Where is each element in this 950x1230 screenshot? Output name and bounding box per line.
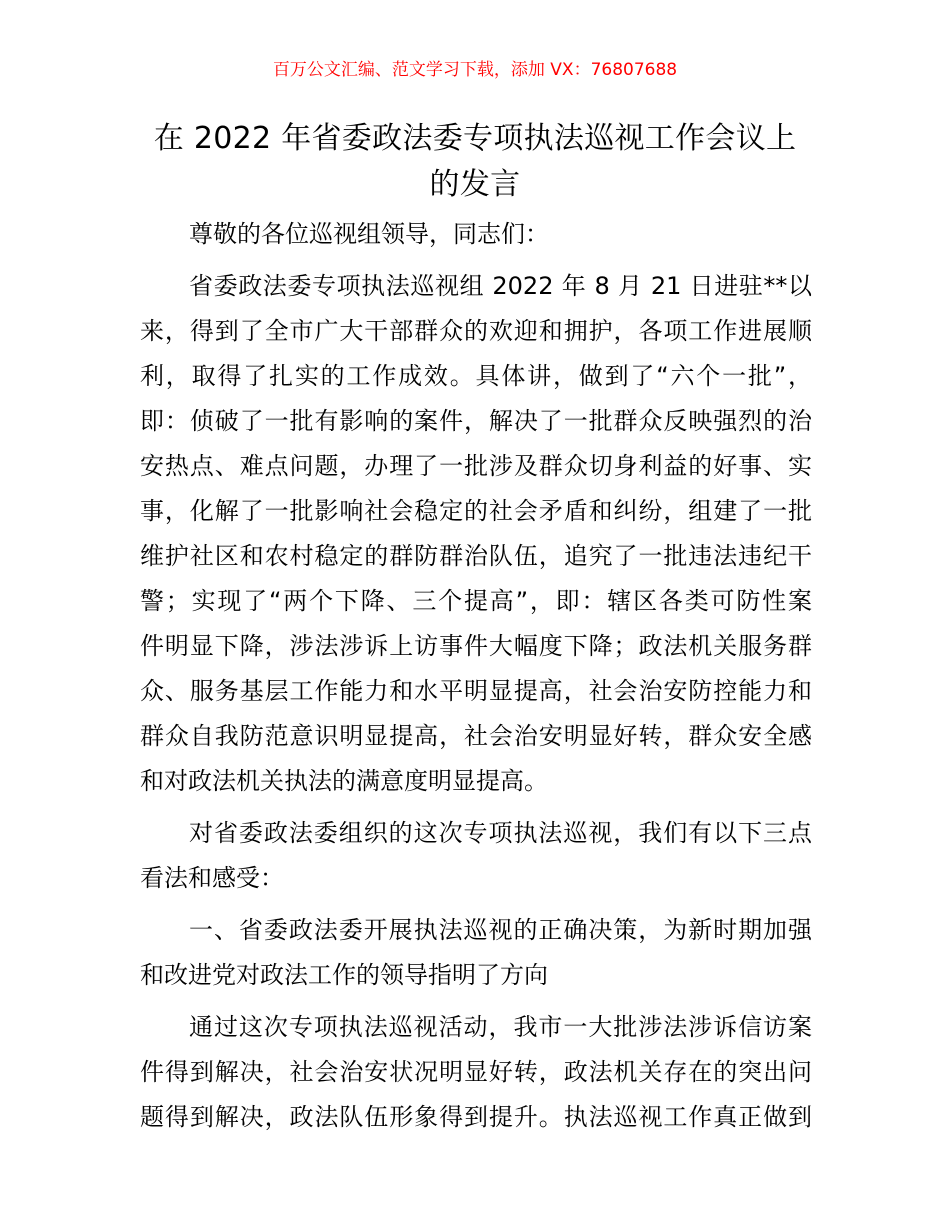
text-line: 事，化解了一批影响社会稳定的社会矛盾和纠纷，组建了一批: [140, 497, 812, 525]
title-line-1: 在 2022 年省委政法委专项执法巡视工作会议上: [153, 121, 797, 156]
text-line: 和对政法机关执法的满意度明显提高。: [140, 767, 548, 795]
text-line: 省委政法委专项执法巡视组 2022 年 8 月 21 日进驻**以: [189, 272, 812, 300]
text-line: 件明显下降，涉法涉诉上访事件大幅度下降；政法机关服务群: [140, 632, 812, 660]
text-line: 安热点、难点问题，办理了一批涉及群众切身利益的好事、实: [140, 452, 812, 480]
paragraph-views-intro: [140, 811, 812, 901]
text-line: 即：侦破了一批有影响的案件，解决了一批群众反映强烈的治: [140, 407, 812, 435]
text-line: 看法和感受：: [140, 864, 284, 892]
document-body: [140, 212, 812, 1147]
text-line: 利，取得了扎实的工作成效。具体讲，做到了“六个一批”，: [140, 362, 812, 390]
text-line: 和改进党对政法工作的领导指明了方向: [140, 961, 548, 989]
text-line: 通过这次专项执法巡视活动，我市一大批涉法涉诉信访案: [189, 1013, 812, 1041]
text-line: 众、服务基层工作能力和水平明显提高，社会治安防控能力和: [140, 677, 812, 705]
text-line: 维护社区和农村稳定的群防群治队伍，追究了一批违法违纪干: [140, 542, 812, 570]
section-heading-one: [140, 908, 812, 998]
paragraph-achievements: [140, 264, 812, 804]
watermark-banner: 百万公文汇编、范文学习下载，添加 VX：76807688: [272, 60, 678, 80]
paragraph-results: [140, 1005, 812, 1140]
paragraph-salutation: [140, 212, 812, 257]
text-line: 来，得到了全市广大干部群众的欢迎和拥护，各项工作进展顺: [140, 317, 812, 345]
text-line: 件得到解决，社会治安状况明显好转，政法机关存在的突出问: [140, 1058, 812, 1086]
text-line: 一、省委政法委开展执法巡视的正确决策，为新时期加强: [189, 916, 812, 944]
title-line-2: 的发言: [429, 167, 521, 202]
text-line: 群众自我防范意识明显提高，社会治安明显好转，群众安全感: [140, 722, 812, 750]
document-title: [140, 116, 810, 208]
text-line: 题得到解决，政法队伍形象得到提升。执法巡视工作真正做到: [140, 1103, 812, 1131]
text-line: 尊敬的各位巡视组领导，同志们：: [189, 220, 549, 248]
text-line: 对省委政法委组织的这次专项执法巡视，我们有以下三点: [189, 819, 812, 847]
text-line: 警；实现了“两个下降、三个提高”，即：辖区各类可防性案: [140, 587, 812, 615]
